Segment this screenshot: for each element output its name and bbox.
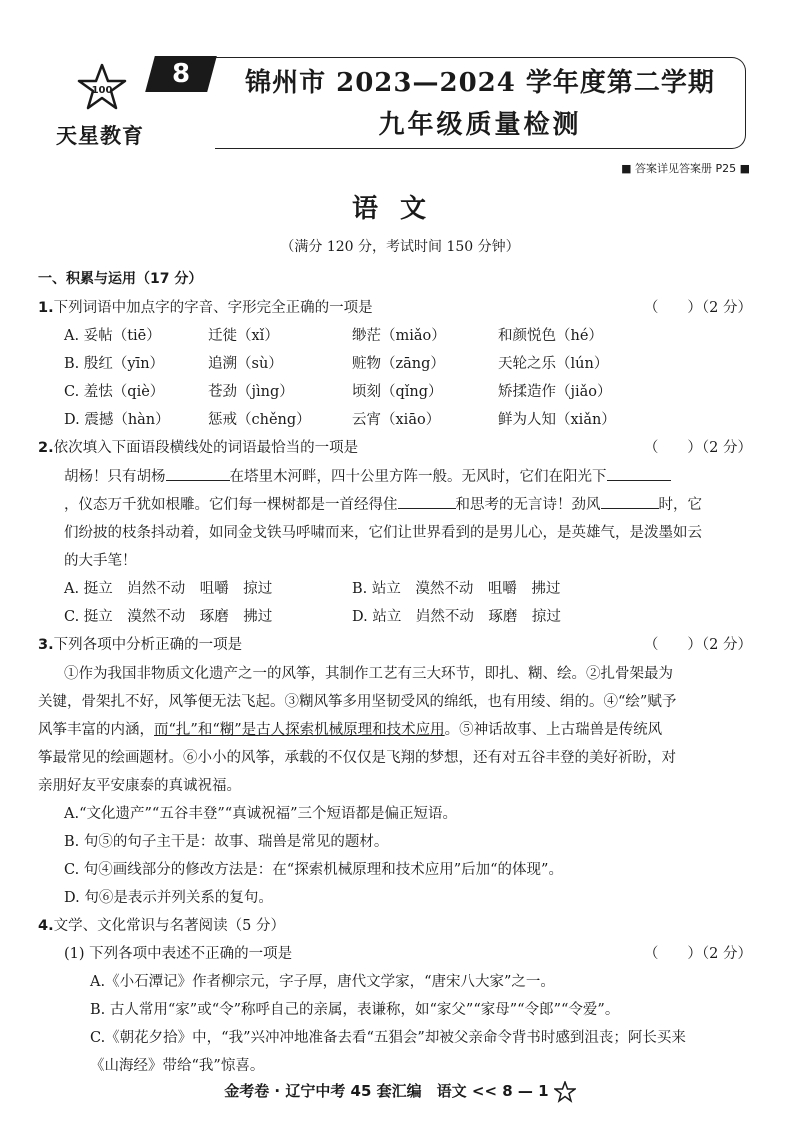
q1-option-c4: 矫揉造作（jiǎo） xyxy=(498,384,612,400)
q1-option-d3: 云宵（xiāo） xyxy=(352,412,441,428)
passage-text: 风筝丰富的内涵， xyxy=(38,722,154,738)
question-text: 下列词语中加点字的字音、字形完全正确的一项是 xyxy=(53,300,373,316)
q3-option-b: B. 句⑤的句子主干是：故事、瑞兽是常见的题材。 xyxy=(64,834,389,850)
q1-option-b1: B. 殷红（yīn） xyxy=(64,356,165,372)
q3-option-a: A.“文化遗产”“五谷丰登”“真诚祝福”三个短语都是偏正短语。 xyxy=(64,806,458,822)
q2-passage-line2 xyxy=(64,493,702,514)
answer-blank-1[interactable] xyxy=(166,466,230,481)
q1-option-a3: 缈茫（miǎo） xyxy=(352,328,446,344)
page-footer xyxy=(0,1080,800,1103)
question-3-score: （ ）（2 分） xyxy=(643,637,752,653)
logo-star-text: 100 xyxy=(91,85,113,96)
q1-option-a1: A. 妥帖（tiē） xyxy=(64,328,161,344)
publisher-logo xyxy=(56,62,152,150)
q1-option-b2: 追溯（sù） xyxy=(208,356,283,372)
underlined-sentence: 而“扎”和“糊”是古人探索机械原理和技术应用 xyxy=(154,722,445,738)
q4-option-b: B. 古人常用“家”或“令”称呼自己的亲属，表谦称，如“家父”“家母”“令郎”“令爱”。 xyxy=(90,1002,620,1018)
q1-option-d2: 惩戒（chěng） xyxy=(208,412,311,428)
q3-passage-line2: 关键，骨架扎不好，风筝便无法飞起。③糊风筝多用坚韧受风的绵纸，也有用绫、绢的。④“绘”赋予 xyxy=(38,694,677,710)
q2-passage-line1 xyxy=(64,465,671,486)
q1-option-c3: 顷刻（qǐng） xyxy=(352,384,443,400)
exam-number-badge xyxy=(145,56,217,92)
q4-sub1-score: （ ）（2 分） xyxy=(643,946,752,962)
footer-text: 金考卷 · 辽宁中考 45 套汇编 语文 << 8 — 1 xyxy=(224,1082,549,1100)
q1-option-d4: 鲜为人知（xiǎn） xyxy=(498,412,616,428)
q3-passage-line1: ①作为我国非物质文化遗产之一的风筝，其制作工艺有三大环节，即扎、糊、绘。②扎骨架最为 xyxy=(64,666,673,682)
q1-option-a4: 和颜悦色（hé） xyxy=(498,328,603,344)
q1-option-b3: 赃物（zāng） xyxy=(352,356,445,372)
star-logo-icon xyxy=(76,62,128,114)
question-1-score: （ ）（2 分） xyxy=(643,300,752,316)
q4-option-c-cont: 《山海经》带给“我”惊喜。 xyxy=(90,1058,265,1074)
exam-number: 8 xyxy=(171,59,191,89)
exam-title: 锦州市 2023—2024 学年度第二学期 xyxy=(245,68,715,98)
passage-text: 时，它 xyxy=(658,497,702,513)
q2-option-d: D. 站立 岿然不动 琢磨 掠过 xyxy=(352,609,561,625)
section-title: 一、积累与运用（17 分） xyxy=(38,271,203,287)
q4-sub1-stem: (1) 下列各项中表述不正确的一项是 xyxy=(64,946,293,962)
question-2-stem xyxy=(38,436,358,457)
q2-option-b: B. 站立 漠然不动 咀嚼 拂过 xyxy=(352,581,561,597)
passage-text: 在塔里木河畔，四十公里方阵一般。无风时，它们在阳光下 xyxy=(229,469,607,485)
q1-option-b4: 天轮之乐（lún） xyxy=(498,356,609,372)
passage-text: 。⑤神话故事、上古瑞兽是传统风 xyxy=(444,722,663,738)
question-text: 文学、文化常识与名著阅读（5 分） xyxy=(53,918,285,934)
question-text: 依次填入下面语段横线处的词语最恰当的一项是 xyxy=(53,440,359,456)
q3-option-c: C. 句④画线部分的修改方法是：在“探索机械原理和技术应用”后加“的体现”。 xyxy=(64,862,563,878)
exam-subtitle: 九年级质量检测 xyxy=(378,110,582,140)
q1-option-d1: D. 震撼（hàn） xyxy=(64,412,170,428)
exam-info: （满分 120 分，考试时间 150 分钟） xyxy=(280,239,520,255)
question-number: 1. xyxy=(38,300,54,316)
question-text: 下列各项中分析正确的一项是 xyxy=(53,637,243,653)
q1-option-c1: C. 羞怯（qiè） xyxy=(64,384,165,400)
answer-blank-3[interactable] xyxy=(398,494,456,509)
passage-text: 和思考的无言诗！劲风 xyxy=(455,497,601,513)
question-number: 2. xyxy=(38,440,54,456)
logo-text: 天星教育 xyxy=(56,124,144,148)
q3-option-d: D. 句⑥是表示并列关系的复句。 xyxy=(64,890,273,906)
q1-option-a2: 迁徙（xǐ） xyxy=(208,328,279,344)
q2-option-a: A. 挺立 岿然不动 咀嚼 掠过 xyxy=(64,581,273,597)
question-4-stem xyxy=(38,914,285,935)
q2-passage-line3: 们纷披的枝条抖动着，如同金戈铁马呼啸而来，它们让世界看到的是男儿心，是英雄气，是泼墨如云 xyxy=(64,525,702,541)
question-1-stem xyxy=(38,296,373,317)
q3-passage-line3 xyxy=(38,718,662,739)
passage-text: ，仪态万千犹如根雕。它们每一棵树都是一首经得住 xyxy=(64,497,398,513)
q4-option-c: C.《朝花夕拾》中，“我”兴冲冲地准备去看“五猖会”却被父亲命令背书时感到沮丧；阿长买来 xyxy=(90,1030,686,1046)
answer-blank-4[interactable] xyxy=(601,494,659,509)
q3-passage-line5: 亲朋好友平安康泰的真诚祝福。 xyxy=(38,778,241,794)
question-2-score: （ ）（2 分） xyxy=(643,440,752,456)
q3-passage-line4: 筝最常见的绘画题材。⑥小小的风筝，承载的不仅仅是飞翔的梦想，还有对五谷丰登的美好祈盼，对 xyxy=(38,750,676,766)
q2-passage-line4: 的大手笔！ xyxy=(64,553,137,569)
answer-blank-2[interactable] xyxy=(607,466,671,481)
q2-option-c: C. 挺立 漠然不动 琢磨 拂过 xyxy=(64,609,273,625)
q1-option-c2: 苍劲（jìng） xyxy=(208,384,294,400)
passage-text: 胡杨！只有胡杨 xyxy=(64,469,166,485)
answer-reference: ■ 答案详见答案册 P25 ■ xyxy=(621,162,750,175)
question-3-stem xyxy=(38,633,242,654)
q4-option-a: A.《小石潭记》作者柳宗元，字子厚，唐代文学家，“唐宋八大家”之一。 xyxy=(90,974,555,990)
question-number: 4. xyxy=(38,918,54,934)
footer-star-icon xyxy=(554,1081,576,1103)
question-number: 3. xyxy=(38,637,54,653)
subject-title: 语文 xyxy=(351,194,448,224)
